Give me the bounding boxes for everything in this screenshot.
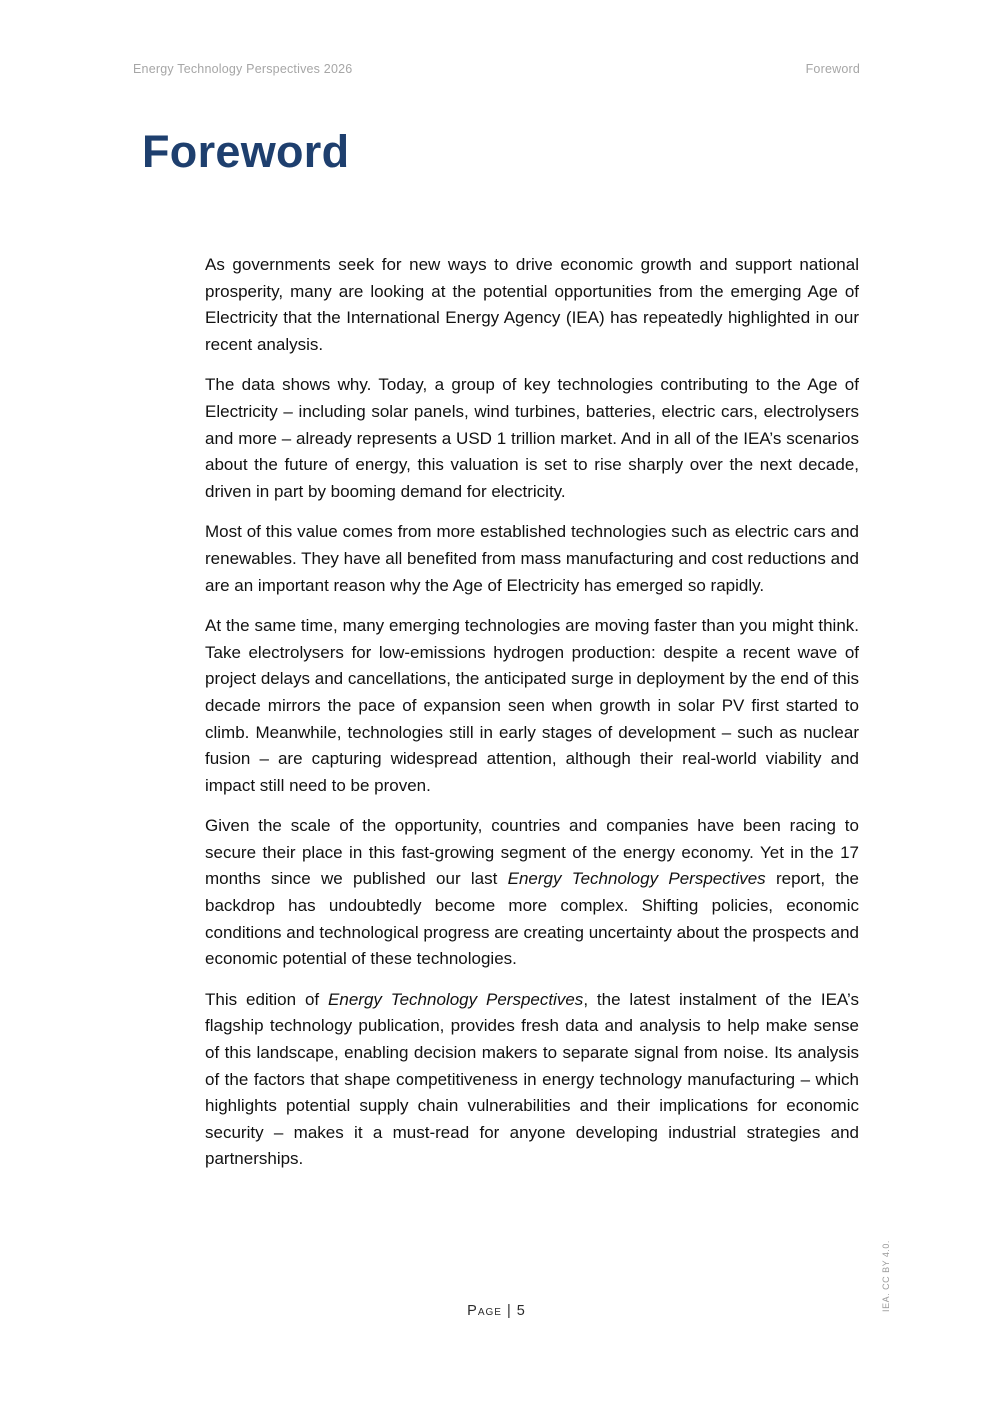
paragraph (205, 813, 859, 973)
paragraph (205, 987, 859, 1173)
text-run: The data shows why. Today, a group of key technologies contributing to the Age of Electricity – including solar panels, wind turbines, batteries, electric cars, electrolysers and more – already represents a USD 1 trillion market. And in all of the IEA’s scenarios about the future of energy, this valuation is set to rise sharply over the next decade, driven in part by booming demand for electricity. (205, 375, 859, 501)
running-header (133, 62, 860, 76)
italic-run: Energy Technology Perspectives (328, 989, 584, 1009)
text-run: At the same time, many emerging technologies are moving faster than you might think. Take electrolysers for low-emissions hydrogen production: despite a recent wave of project delays and cancellations, the anticipated surge in deployment by the end of this decade mirrors the pace of expansion seen when growth in solar PV first started to climb. Meanwhile, technologies still in early stages of development – such as nuclear fusion – are capturing widespread attention, although their real-world viability and impact still need to be proven. (205, 616, 859, 795)
header-right-label: Foreword (805, 62, 860, 76)
text-run: This edition of (205, 989, 329, 1009)
text-run: Most of this value comes from more established technologies such as electric cars and renewables. They have all benefited from mass manufacturing and cost reductions and are an important reason why the Age of Electricity has emerged so rapidly. (205, 522, 859, 595)
header-left-label: Energy Technology Perspectives 2026 (133, 62, 353, 76)
paragraph (205, 519, 859, 599)
text-run: report, the backdrop has undoubtedly become more complex. Shifting policies, economic conditions and technological progress are creating uncertainty about the prospects and economic potential of these technologies. (205, 869, 859, 969)
page-number: Page | 5 (467, 1303, 526, 1319)
paragraph (205, 613, 859, 799)
license-side-note: IEA. CC BY 4.0. (881, 1240, 891, 1312)
italic-run: Energy Technology Perspectives (507, 869, 766, 889)
body-text (205, 252, 859, 1187)
text-run: As governments seek for new ways to drive economic growth and support national prosperity, many are looking at the potential opportunities from the emerging Age of Electricity that the International Energy Agency (IEA) has repeatedly highlighted in our recent analysis. (205, 255, 859, 354)
text-run: , the latest instalment of the IEA’s flagship technology publication, provides fresh data and analysis to help make sense of this landscape, enabling decision makers to separate signal from noise. Its analysis of the factors that shape competitiveness in energy technology manufacturing – which highlights potential supply chain vulnerabilities and their implications for economic security – makes it a must-read for anyone developing industrial strategies and partnerships. (205, 989, 859, 1169)
text-run: Given the scale of the opportunity, countries and companies have been racing to secure their place in this fast-growing segment of the energy economy. Yet in the 17 months since we published our last (205, 816, 859, 889)
page-title: Foreword (142, 126, 350, 177)
paragraph (205, 252, 859, 358)
paragraph (205, 372, 859, 505)
